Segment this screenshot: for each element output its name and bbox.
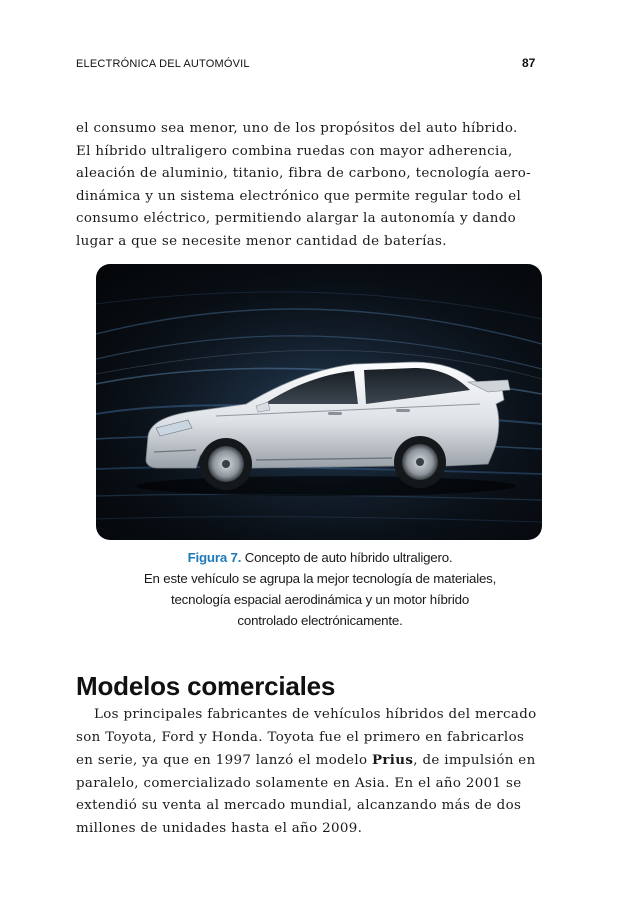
figure-title: Concepto de auto híbrido ultraligero.	[244, 550, 453, 565]
figure-photo	[96, 264, 542, 540]
intro-paragraph	[76, 118, 566, 253]
paragraph-line: aleación de aluminio, titanio, fibra de carbono, tecnología aero-	[76, 166, 532, 181]
paragraph-line: El híbrido ultraligero combina ruedas con mayor adherencia,	[76, 143, 513, 159]
paragraph-line: paralelo, comercializado solamente en Asia. En el año 2001 se	[76, 775, 522, 791]
paragraph-line: el consumo sea menor, uno de los propósitos del auto híbrido.	[76, 121, 518, 136]
figure-label: Figura 7.	[187, 550, 242, 565]
paragraph-line: Los principales fabricantes de vehículos híbridos del mercado	[94, 707, 537, 722]
caption-line: tecnología espacial aerodinámica y un motor híbrido	[170, 592, 470, 607]
page-number: 87	[522, 56, 536, 70]
caption-line: controlado electrónicamente.	[237, 613, 403, 628]
caption-title-line	[90, 547, 550, 568]
front-wheel	[200, 438, 252, 490]
section-paragraph	[76, 704, 566, 840]
paragraph-line: dinámica y un sistema electrónico que permite regular todo el	[76, 188, 522, 204]
model-name: Prius	[371, 752, 414, 768]
paragraph-line: millones de unidades hasta el año 2009.	[76, 820, 363, 836]
paragraph-line: consumo eléctrico, permitiendo alargar la autonomía y dando	[76, 211, 517, 226]
paragraph-line	[76, 749, 566, 773]
paragraph-line: extendió su venta al mercado mundial, alcanzando más de dos	[76, 798, 522, 813]
caption-line: En este vehículo se agrupa la mejor tecnología de materiales,	[143, 571, 497, 586]
paragraph-line: lugar a que se necesite menor cantidad de baterías.	[76, 233, 447, 249]
running-header: ELECTRÓNICA DEL AUTOMÓVIL	[76, 58, 250, 70]
figure-caption	[90, 547, 550, 631]
rear-wheel	[394, 436, 446, 488]
section-heading: Modelos comerciales	[76, 671, 336, 701]
paragraph-line: son Toyota, Ford y Honda. Toyota fue el primero en fabricarlos	[76, 729, 525, 745]
hybrid-car-illustration	[96, 264, 542, 540]
text-span: en serie, ya que en 1997 lanzó el modelo	[76, 753, 372, 768]
text-span: , de impulsión en	[413, 753, 536, 768]
